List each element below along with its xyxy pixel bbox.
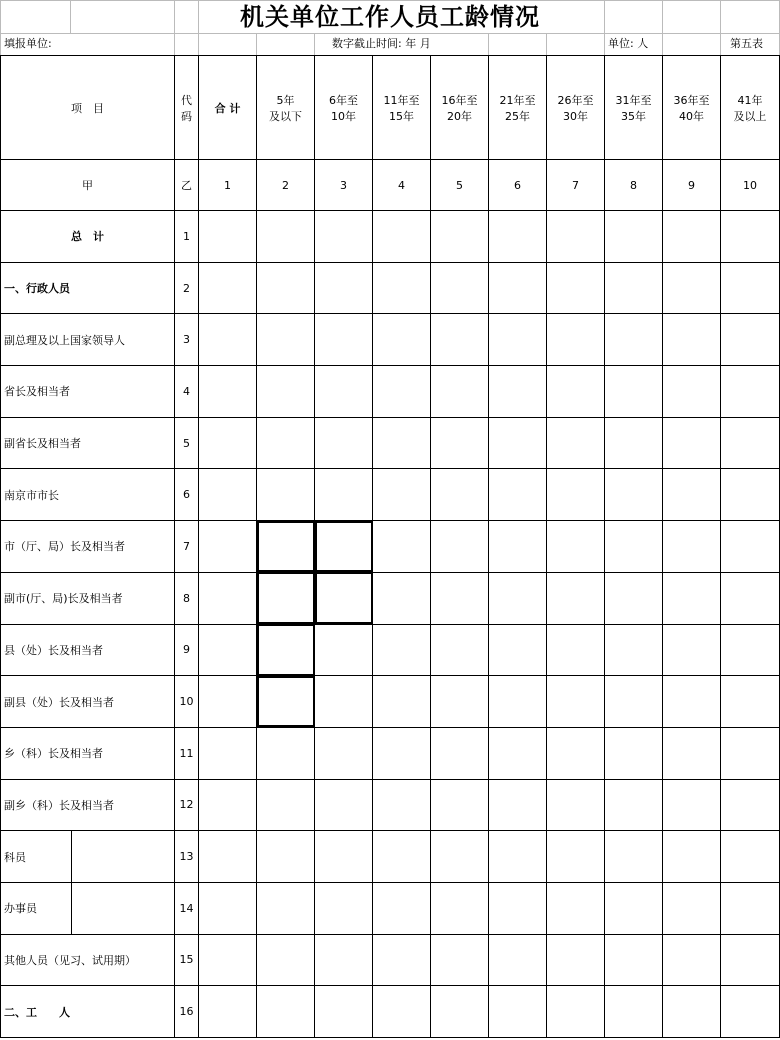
data-cell[interactable]	[373, 521, 431, 573]
data-cell[interactable]	[199, 417, 257, 469]
data-cell[interactable]	[547, 211, 605, 263]
data-cell[interactable]	[373, 262, 431, 314]
item-header: 项 目	[1, 56, 175, 160]
data-cell[interactable]	[489, 366, 547, 418]
data-cell[interactable]	[605, 417, 663, 469]
data-cell[interactable]	[721, 624, 780, 676]
data-cell[interactable]	[547, 882, 605, 934]
data-cell[interactable]	[315, 262, 373, 314]
data-cell[interactable]	[721, 521, 780, 573]
row-code: 13	[175, 831, 199, 883]
data-cell[interactable]	[431, 366, 489, 418]
data-cell[interactable]	[547, 779, 605, 831]
data-cell[interactable]	[257, 831, 315, 883]
data-cell[interactable]	[605, 831, 663, 883]
data-cell[interactable]	[721, 366, 780, 418]
data-cell[interactable]	[431, 934, 489, 986]
data-cell[interactable]	[315, 882, 373, 934]
data-cell[interactable]	[431, 676, 489, 728]
data-cell[interactable]	[547, 727, 605, 779]
data-cell[interactable]	[199, 572, 257, 624]
row-label: 南京市市长	[1, 469, 175, 521]
data-cell[interactable]	[721, 831, 780, 883]
data-cell[interactable]	[257, 934, 315, 986]
data-cell[interactable]	[721, 727, 780, 779]
data-cell[interactable]	[431, 727, 489, 779]
table-row	[1, 366, 780, 418]
data-cell[interactable]	[199, 366, 257, 418]
data-cell[interactable]	[257, 676, 315, 728]
data-cell[interactable]	[199, 934, 257, 986]
data-cell[interactable]	[373, 624, 431, 676]
data-cell[interactable]	[721, 469, 780, 521]
range-header: 41年 及以上	[721, 56, 780, 160]
data-cell[interactable]	[663, 624, 721, 676]
row-code: 6	[175, 469, 199, 521]
data-cell[interactable]	[663, 262, 721, 314]
table-row	[1, 417, 780, 469]
row-label: 副总理及以上国家领导人	[1, 314, 175, 366]
data-cell[interactable]	[257, 417, 315, 469]
code-header-top: 代	[181, 93, 192, 107]
data-cell[interactable]	[257, 572, 315, 624]
data-cell[interactable]	[373, 417, 431, 469]
data-cell[interactable]	[489, 676, 547, 728]
deadline-label: 数字截止时间: 年 月	[332, 37, 431, 50]
data-cell[interactable]	[373, 211, 431, 263]
data-cell[interactable]	[199, 676, 257, 728]
data-cell[interactable]	[489, 882, 547, 934]
data-cell[interactable]	[547, 831, 605, 883]
data-cell[interactable]	[721, 262, 780, 314]
data-cell[interactable]	[199, 831, 257, 883]
data-cell[interactable]	[721, 934, 780, 986]
data-cell[interactable]	[373, 934, 431, 986]
row-label: 市（厅、局）长及相当者	[1, 521, 175, 573]
data-cell[interactable]	[373, 676, 431, 728]
range-header: 26年至 30年	[547, 56, 605, 160]
data-cell[interactable]	[489, 572, 547, 624]
data-cell[interactable]	[605, 262, 663, 314]
row-code: 5	[175, 417, 199, 469]
row-code: 14	[175, 882, 199, 934]
data-cell[interactable]	[663, 211, 721, 263]
data-cell[interactable]	[257, 624, 315, 676]
total-header: 合 计	[199, 56, 257, 160]
row-code: 16	[175, 986, 199, 1038]
row-code: 11	[175, 727, 199, 779]
col-number: 1	[199, 160, 257, 211]
data-cell[interactable]	[199, 211, 257, 263]
data-cell[interactable]	[315, 366, 373, 418]
code-header	[175, 56, 199, 160]
table-row	[1, 211, 780, 263]
data-cell[interactable]	[605, 521, 663, 573]
data-cell[interactable]	[199, 314, 257, 366]
row-code: 12	[175, 779, 199, 831]
data-cell[interactable]	[315, 727, 373, 779]
data-cell[interactable]	[257, 262, 315, 314]
data-cell[interactable]	[547, 986, 605, 1038]
data-cell[interactable]	[663, 934, 721, 986]
col-number: 2	[257, 160, 315, 211]
col-number: 6	[489, 160, 547, 211]
data-cell[interactable]	[489, 417, 547, 469]
data-cell[interactable]	[605, 314, 663, 366]
data-cell[interactable]	[373, 831, 431, 883]
data-cell[interactable]	[431, 417, 489, 469]
data-cell[interactable]	[431, 314, 489, 366]
data-cell[interactable]	[489, 314, 547, 366]
data-cell[interactable]	[547, 314, 605, 366]
data-cell[interactable]	[431, 986, 489, 1038]
unit-label: 单位: 人	[608, 37, 649, 50]
data-cell[interactable]	[315, 934, 373, 986]
data-cell[interactable]	[199, 469, 257, 521]
data-cell[interactable]	[721, 882, 780, 934]
range-header: 5年 及以下	[257, 56, 315, 160]
col-number: 9	[663, 160, 721, 211]
table-row	[1, 314, 780, 366]
range-header: 6年至 10年	[315, 56, 373, 160]
data-cell[interactable]	[431, 211, 489, 263]
data-cell[interactable]	[663, 521, 721, 573]
data-cell[interactable]	[315, 572, 373, 624]
data-cell[interactable]	[663, 572, 721, 624]
data-cell[interactable]	[605, 624, 663, 676]
data-cell[interactable]	[257, 727, 315, 779]
data-cell[interactable]	[373, 572, 431, 624]
col-number: 3	[315, 160, 373, 211]
data-cell[interactable]	[489, 934, 547, 986]
data-cell[interactable]	[431, 882, 489, 934]
data-cell[interactable]	[663, 366, 721, 418]
data-cell[interactable]	[547, 417, 605, 469]
data-cell[interactable]	[373, 366, 431, 418]
row-label: 二、工 人	[1, 986, 175, 1038]
data-cell[interactable]	[315, 521, 373, 573]
col-letter-item: 甲	[1, 160, 175, 211]
col-number: 4	[373, 160, 431, 211]
data-cell[interactable]	[721, 211, 780, 263]
data-cell[interactable]	[721, 314, 780, 366]
data-cell[interactable]	[257, 366, 315, 418]
row-label: 县（处）长及相当者	[1, 624, 175, 676]
data-cell[interactable]	[431, 521, 489, 573]
data-cell[interactable]	[663, 779, 721, 831]
data-cell[interactable]	[315, 211, 373, 263]
data-cell[interactable]	[605, 469, 663, 521]
data-cell[interactable]	[489, 831, 547, 883]
row-label: 副省长及相当者	[1, 417, 175, 469]
data-cell[interactable]	[257, 211, 315, 263]
table-row	[1, 934, 780, 986]
col-number: 10	[721, 160, 780, 211]
col-number: 5	[431, 160, 489, 211]
data-cell[interactable]	[663, 986, 721, 1038]
data-cell[interactable]	[547, 469, 605, 521]
row-label: 乡（科）长及相当者	[1, 727, 175, 779]
header-row	[1, 56, 780, 160]
data-cell[interactable]	[257, 469, 315, 521]
data-cell[interactable]	[547, 262, 605, 314]
data-cell[interactable]	[547, 366, 605, 418]
data-cell[interactable]	[199, 521, 257, 573]
data-cell[interactable]	[489, 986, 547, 1038]
range-header: 36年至 40年	[663, 56, 721, 160]
data-cell[interactable]	[431, 572, 489, 624]
data-cell[interactable]	[373, 986, 431, 1038]
range-header: 31年至 35年	[605, 56, 663, 160]
row-label: 副乡（科）长及相当者	[1, 779, 175, 831]
table-row	[1, 676, 780, 728]
data-cell[interactable]	[431, 262, 489, 314]
data-cell[interactable]	[721, 417, 780, 469]
data-cell[interactable]	[605, 366, 663, 418]
data-cell[interactable]	[547, 934, 605, 986]
col-letter-code: 乙	[175, 160, 199, 211]
row-label: 其他人员（见习、试用期）	[1, 934, 175, 986]
data-cell[interactable]	[199, 262, 257, 314]
row-code: 7	[175, 521, 199, 573]
data-cell[interactable]	[257, 314, 315, 366]
row-code: 10	[175, 676, 199, 728]
table-row	[1, 831, 780, 883]
range-header: 21年至 25年	[489, 56, 547, 160]
row-label: 副市(厅、局)长及相当者	[1, 572, 175, 624]
data-cell[interactable]	[315, 314, 373, 366]
table-row	[1, 779, 780, 831]
data-cell[interactable]	[257, 882, 315, 934]
row-label: 一、行政人员	[1, 262, 175, 314]
data-cell[interactable]	[315, 469, 373, 521]
code-header-bottom: 码	[181, 109, 192, 123]
data-cell[interactable]	[547, 676, 605, 728]
data-cell[interactable]	[721, 779, 780, 831]
col-number: 8	[605, 160, 663, 211]
data-cell[interactable]	[663, 727, 721, 779]
table-row	[1, 521, 780, 573]
row-code: 15	[175, 934, 199, 986]
data-cell[interactable]	[663, 882, 721, 934]
data-cell[interactable]	[721, 676, 780, 728]
data-cell[interactable]	[605, 882, 663, 934]
data-cell[interactable]	[663, 314, 721, 366]
data-cell[interactable]	[199, 986, 257, 1038]
range-header: 11年至 15年	[373, 56, 431, 160]
data-cell[interactable]	[489, 779, 547, 831]
data-cell[interactable]	[547, 572, 605, 624]
data-cell[interactable]	[663, 831, 721, 883]
column-number-row	[1, 160, 780, 211]
data-cell[interactable]	[373, 882, 431, 934]
data-cell[interactable]	[315, 831, 373, 883]
data-cell[interactable]	[199, 727, 257, 779]
data-cell[interactable]	[605, 676, 663, 728]
row-code: 8	[175, 572, 199, 624]
table-row	[1, 727, 780, 779]
data-cell[interactable]	[431, 779, 489, 831]
data-cell[interactable]	[605, 986, 663, 1038]
table-number-label: 第五表	[730, 37, 763, 50]
age-table	[0, 55, 780, 1038]
row-label: 办事员	[1, 882, 175, 934]
data-cell[interactable]	[431, 469, 489, 521]
data-cell[interactable]	[315, 986, 373, 1038]
data-cell[interactable]	[605, 211, 663, 263]
row-code: 4	[175, 366, 199, 418]
data-cell[interactable]	[373, 314, 431, 366]
data-cell[interactable]	[489, 211, 547, 263]
range-header: 16年至 20年	[431, 56, 489, 160]
row-code: 1	[175, 211, 199, 263]
table-row	[1, 624, 780, 676]
data-cell[interactable]	[315, 417, 373, 469]
data-cell[interactable]	[605, 572, 663, 624]
data-cell[interactable]	[373, 779, 431, 831]
row-label: 省长及相当者	[1, 366, 175, 418]
data-cell[interactable]	[605, 779, 663, 831]
data-cell[interactable]	[489, 727, 547, 779]
data-cell[interactable]	[257, 986, 315, 1038]
row-label: 副县（处）长及相当者	[1, 676, 175, 728]
table-row	[1, 572, 780, 624]
data-cell[interactable]	[373, 469, 431, 521]
data-cell[interactable]	[547, 521, 605, 573]
data-cell[interactable]	[315, 624, 373, 676]
data-cell[interactable]	[605, 727, 663, 779]
data-cell[interactable]	[489, 521, 547, 573]
row-code: 9	[175, 624, 199, 676]
data-cell[interactable]	[605, 934, 663, 986]
data-cell[interactable]	[663, 417, 721, 469]
row-code: 2	[175, 262, 199, 314]
data-cell[interactable]	[373, 727, 431, 779]
data-cell[interactable]	[663, 676, 721, 728]
data-cell[interactable]	[663, 469, 721, 521]
col-number: 7	[547, 160, 605, 211]
data-cell[interactable]	[489, 624, 547, 676]
reporting-unit-label: 填报单位:	[4, 37, 52, 50]
data-cell[interactable]	[431, 831, 489, 883]
row-code: 3	[175, 314, 199, 366]
table-row	[1, 262, 780, 314]
data-cell[interactable]	[721, 986, 780, 1038]
data-cell[interactable]	[257, 521, 315, 573]
data-cell[interactable]	[315, 779, 373, 831]
data-cell[interactable]	[547, 624, 605, 676]
row-label: 科员	[1, 831, 175, 883]
data-cell[interactable]	[199, 779, 257, 831]
data-cell[interactable]	[199, 882, 257, 934]
table-row	[1, 469, 780, 521]
table-row	[1, 882, 780, 934]
data-cell[interactable]	[315, 676, 373, 728]
data-cell[interactable]	[431, 624, 489, 676]
data-cell[interactable]	[489, 469, 547, 521]
row-label: 总 计	[1, 211, 175, 263]
table-row	[1, 986, 780, 1038]
data-cell[interactable]	[199, 624, 257, 676]
data-cell[interactable]	[489, 262, 547, 314]
page-title: 机关单位工作人员工龄情况	[240, 3, 540, 31]
data-cell[interactable]	[257, 779, 315, 831]
data-cell[interactable]	[721, 572, 780, 624]
